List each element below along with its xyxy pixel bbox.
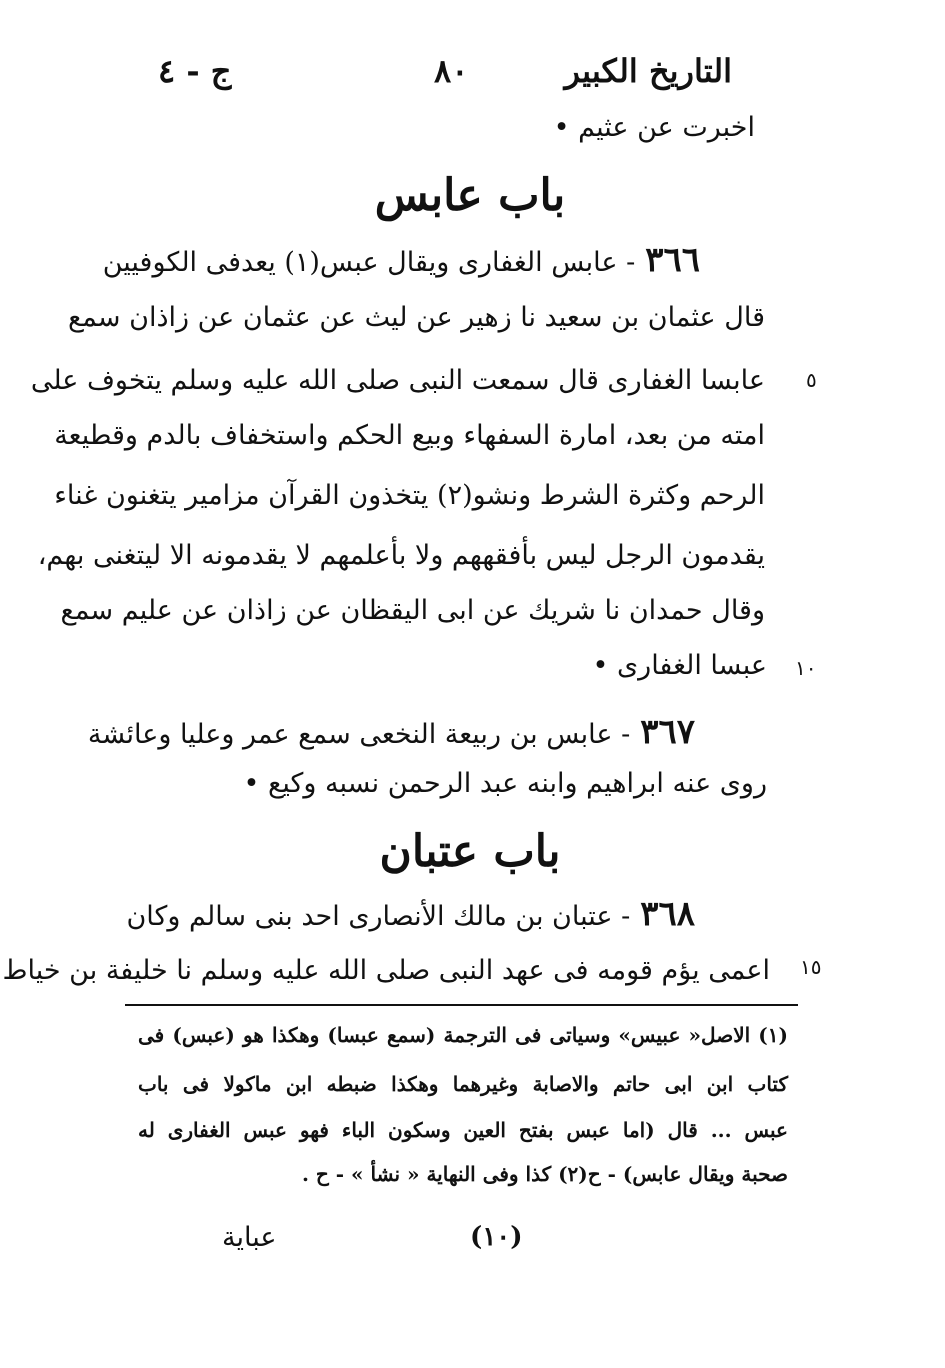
entry-number: ٣٦٧ [640,712,695,752]
entry-line: - عتبان بن مالك الأنصارى احد بنى سالم وكان [126,901,631,932]
entry-line: الرحم وكثرة الشرط ونشو(٢) يتخذون القرآن مزامير يتغنون غناء [54,480,765,511]
entry-line: روى عنه ابراهيم وابنه عبد الرحمن نسبه وكيع • [243,768,767,799]
entry-368 [126,894,695,944]
entry-366 [102,240,700,290]
top-line: اخبرت عن عثيم • [553,112,755,143]
footnote-rule [125,1004,798,1006]
volume-label: ج - ٤ [158,52,232,90]
margin-line-number: ١٥ [800,955,822,979]
entry-line: امته من بعد، امارة السفهاء وبيع الحكم واستخفاف بالدم وقطيعة [54,420,765,451]
page-number: ٨٠ [434,52,469,90]
entry-line: عابسا الغفارى قال سمعت النبى صلى الله عليه وسلم يتخوف على [30,365,765,396]
entry-line: قال عثمان بن سعيد نا زهير عن ليث عن عثمان عن زاذان سمع [67,302,765,333]
footnote-line: صحبة ويقال عابس) - ح(٢) كذا وفى النهاية « نشأ » - ح . [301,1162,788,1186]
section-heading-itban: باب عتبان [379,826,561,877]
printer-signature: (١٠) [470,1222,523,1252]
entry-line: - عابس الغفارى ويقال عبس(١) يعدفى الكوفيين [102,247,636,278]
margin-line-number: ١٠ [795,656,817,680]
footnote-line: كتاب ابن ابى حاتم والاصابة وغيرهما وهكذا ضبطه ابن ماكولا فى باب [138,1072,788,1096]
entry-number: ٣٦٦ [645,240,700,280]
section-heading-abis: باب عابس [374,170,566,221]
entry-line: - عابس بن ربيعة النخعى سمع عمر وعليا وعائشة [87,719,631,750]
catchword: عباية [222,1222,277,1253]
entry-line: يقدمون الرجل ليس بأفقههم ولا بأعلمهم لا يقدمونه الا ليتغنى بهم، [37,540,765,571]
margin-line-number: ٥ [806,368,817,392]
entry-line: اعمى يؤم قومه فى عهد النبى صلى الله عليه وسلم نا خليفة بن خياط [2,955,770,986]
footnote-line: (١) الاصل« عبيس» وسياتى فى الترجمة (سمع عبسا) وهكذا هو (عبس) فى [138,1023,788,1047]
entry-line: عبسا الغفارى • [592,650,767,681]
entry-line: وقال حمدان نا شريك عن ابى اليقظان عن زاذان عن عليم سمع [60,595,765,626]
entry-number: ٣٦٨ [640,894,695,934]
footnote-line: عبس ... قال (اما عبس بفتح العين وسكون الباء فهو عبس الغفارى له [138,1118,788,1142]
book-title: التاريخ الكبير [564,52,732,90]
entry-367 [87,712,695,762]
